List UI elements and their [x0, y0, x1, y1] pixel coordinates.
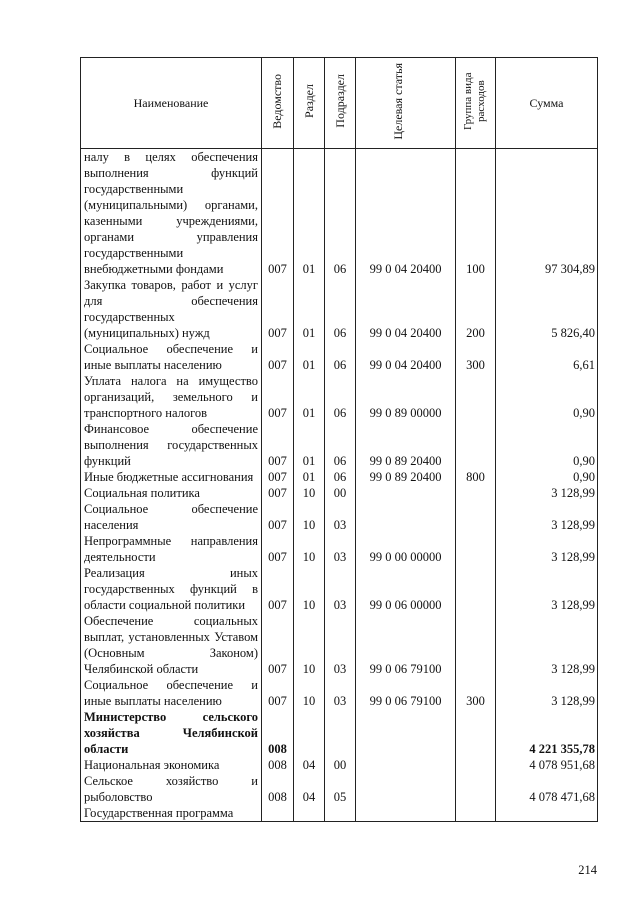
cell-celevaya: 99 0 89 20400	[356, 469, 456, 485]
cell-gruppa	[456, 485, 496, 501]
cell-gruppa	[456, 773, 496, 805]
cell-razdel: 10	[294, 613, 325, 677]
cell-gruppa	[456, 421, 496, 469]
cell-summa: 6,61	[496, 341, 598, 373]
header-summa: Сумма	[496, 58, 598, 149]
cell-celevaya: 99 0 89 00000	[356, 373, 456, 421]
cell-vedomstvo: 007	[262, 277, 294, 341]
cell-razdel: 10	[294, 533, 325, 565]
cell-summa: 0,90	[496, 421, 598, 469]
cell-summa: 3 128,99	[496, 565, 598, 613]
cell-summa: 3 128,99	[496, 677, 598, 709]
header-gruppa-label: Группа вида расходов	[461, 72, 487, 130]
cell-gruppa: 200	[456, 277, 496, 341]
table-row	[81, 277, 598, 341]
cell-razdel: 10	[294, 677, 325, 709]
cell-name: Социальное обеспечение и иные выплаты населению	[81, 341, 262, 373]
cell-vedomstvo: 007	[262, 501, 294, 533]
cell-celevaya: 99 0 04 20400	[356, 277, 456, 341]
table-row	[81, 469, 598, 485]
cell-razdel: 01	[294, 373, 325, 421]
cell-razdel	[294, 709, 325, 757]
cell-gruppa	[456, 757, 496, 773]
cell-name: Национальная экономика	[81, 757, 262, 773]
cell-vedomstvo: 007	[262, 149, 294, 278]
cell-vedomstvo	[262, 805, 294, 822]
cell-name: Социальное обеспечение и иные выплаты населению	[81, 677, 262, 709]
cell-name: Непрограммные направления деятельности	[81, 533, 262, 565]
cell-gruppa: 300	[456, 341, 496, 373]
budget-table	[80, 57, 598, 822]
table-row	[81, 613, 598, 677]
header-vedomstvo-label: Ведомство	[270, 73, 284, 129]
cell-vedomstvo: 007	[262, 533, 294, 565]
cell-podrazdel: 03	[325, 677, 356, 709]
cell-celevaya: 99 0 06 00000	[356, 565, 456, 613]
table-row	[81, 533, 598, 565]
cell-name: Обеспечение социальных выплат, установленных Уставом (Основным Законом) Челябинской области	[81, 613, 262, 677]
cell-gruppa	[456, 501, 496, 533]
cell-summa: 0,90	[496, 469, 598, 485]
cell-gruppa: 300	[456, 677, 496, 709]
page-number: 214	[578, 863, 597, 877]
cell-gruppa	[456, 709, 496, 757]
cell-name: Закупка товаров, работ и услуг для обеспечения государственных (муниципальных) нужд	[81, 277, 262, 341]
cell-celevaya	[356, 805, 456, 822]
table-row	[81, 565, 598, 613]
cell-celevaya: 99 0 89 20400	[356, 421, 456, 469]
header-razdel-label: Раздел	[301, 84, 316, 118]
cell-name: налу в целях обеспечения выполнения функций государственными (муниципальными) органами, казенными учреждениями, органами управления государственными внебюджетными фондами	[81, 149, 262, 278]
table-row	[81, 805, 598, 822]
cell-razdel: 10	[294, 501, 325, 533]
cell-vedomstvo: 007	[262, 341, 294, 373]
cell-razdel: 04	[294, 757, 325, 773]
cell-vedomstvo: 007	[262, 469, 294, 485]
cell-gruppa	[456, 373, 496, 421]
cell-summa: 3 128,99	[496, 533, 598, 565]
cell-razdel: 01	[294, 469, 325, 485]
header-podrazdel	[325, 58, 356, 149]
cell-summa: 3 128,99	[496, 613, 598, 677]
table-row	[81, 373, 598, 421]
cell-celevaya: 99 0 04 20400	[356, 341, 456, 373]
cell-vedomstvo: 008	[262, 773, 294, 805]
cell-summa: 5 826,40	[496, 277, 598, 341]
cell-summa: 3 128,99	[496, 485, 598, 501]
cell-vedomstvo: 007	[262, 565, 294, 613]
header-vedomstvo	[262, 58, 294, 149]
table-row	[81, 757, 598, 773]
cell-podrazdel: 06	[325, 341, 356, 373]
cell-gruppa: 800	[456, 469, 496, 485]
cell-podrazdel: 03	[325, 565, 356, 613]
header-podrazdel-label: Подраздел	[332, 74, 347, 128]
cell-razdel: 01	[294, 421, 325, 469]
cell-name: Социальная политика	[81, 485, 262, 501]
cell-summa: 4 221 355,78	[496, 709, 598, 757]
cell-gruppa: 100	[456, 149, 496, 278]
cell-name: Министерство сельского хозяйства Челябинской области	[81, 709, 262, 757]
cell-podrazdel: 00	[325, 485, 356, 501]
cell-vedomstvo: 008	[262, 709, 294, 757]
table-row	[81, 341, 598, 373]
cell-vedomstvo: 007	[262, 677, 294, 709]
cell-razdel: 10	[294, 485, 325, 501]
table-row	[81, 773, 598, 805]
cell-vedomstvo: 007	[262, 485, 294, 501]
cell-summa: 4 078 471,68	[496, 773, 598, 805]
header-celevaya-label: Целевая статья	[390, 62, 405, 140]
cell-summa: 0,90	[496, 373, 598, 421]
cell-vedomstvo: 007	[262, 613, 294, 677]
cell-name: Иные бюджетные ассигнования	[81, 469, 262, 485]
cell-razdel: 10	[294, 565, 325, 613]
cell-celevaya: 99 0 06 79100	[356, 677, 456, 709]
cell-celevaya	[356, 485, 456, 501]
cell-celevaya: 99 0 06 79100	[356, 613, 456, 677]
cell-razdel: 04	[294, 773, 325, 805]
cell-podrazdel: 06	[325, 469, 356, 485]
cell-podrazdel: 03	[325, 501, 356, 533]
budget-table-page	[80, 57, 597, 822]
cell-celevaya	[356, 773, 456, 805]
cell-celevaya: 99 0 04 20400	[356, 149, 456, 278]
table-row	[81, 485, 598, 501]
cell-summa	[496, 805, 598, 822]
cell-summa: 4 078 951,68	[496, 757, 598, 773]
cell-podrazdel	[325, 709, 356, 757]
cell-summa: 97 304,89	[496, 149, 598, 278]
header-name: Наименование	[81, 58, 262, 149]
cell-podrazdel: 06	[325, 149, 356, 278]
cell-podrazdel	[325, 805, 356, 822]
cell-gruppa	[456, 613, 496, 677]
cell-podrazdel: 03	[325, 613, 356, 677]
cell-name: Уплата налога на имущество организаций, земельного и транспортного налогов	[81, 373, 262, 421]
cell-podrazdel: 05	[325, 773, 356, 805]
cell-celevaya: 99 0 00 00000	[356, 533, 456, 565]
cell-podrazdel: 06	[325, 421, 356, 469]
cell-gruppa	[456, 805, 496, 822]
cell-celevaya	[356, 757, 456, 773]
cell-podrazdel: 06	[325, 373, 356, 421]
cell-celevaya	[356, 709, 456, 757]
cell-name: Государственная программа	[81, 805, 262, 822]
cell-razdel	[294, 805, 325, 822]
cell-razdel: 01	[294, 277, 325, 341]
table-body	[81, 149, 598, 822]
cell-name: Сельское хозяйство и рыболовство	[81, 773, 262, 805]
cell-podrazdel: 06	[325, 277, 356, 341]
cell-name: Социальное обеспечение населения	[81, 501, 262, 533]
cell-gruppa	[456, 533, 496, 565]
table-row	[81, 421, 598, 469]
header-razdel	[294, 58, 325, 149]
cell-summa: 3 128,99	[496, 501, 598, 533]
cell-podrazdel: 03	[325, 533, 356, 565]
cell-razdel: 01	[294, 341, 325, 373]
cell-vedomstvo: 007	[262, 421, 294, 469]
table-row	[81, 709, 598, 757]
cell-name: Реализация иных государственных функций в области социальной политики	[81, 565, 262, 613]
table-row	[81, 149, 598, 278]
table-row	[81, 501, 598, 533]
cell-podrazdel: 00	[325, 757, 356, 773]
header-celevaya	[356, 58, 456, 149]
cell-name: Финансовое обеспечение выполнения государственных функций	[81, 421, 262, 469]
header-gruppa	[456, 58, 496, 149]
table-row	[81, 677, 598, 709]
table-header-row	[81, 58, 598, 149]
cell-razdel: 01	[294, 149, 325, 278]
cell-vedomstvo: 008	[262, 757, 294, 773]
cell-gruppa	[456, 565, 496, 613]
cell-celevaya	[356, 501, 456, 533]
cell-vedomstvo: 007	[262, 373, 294, 421]
